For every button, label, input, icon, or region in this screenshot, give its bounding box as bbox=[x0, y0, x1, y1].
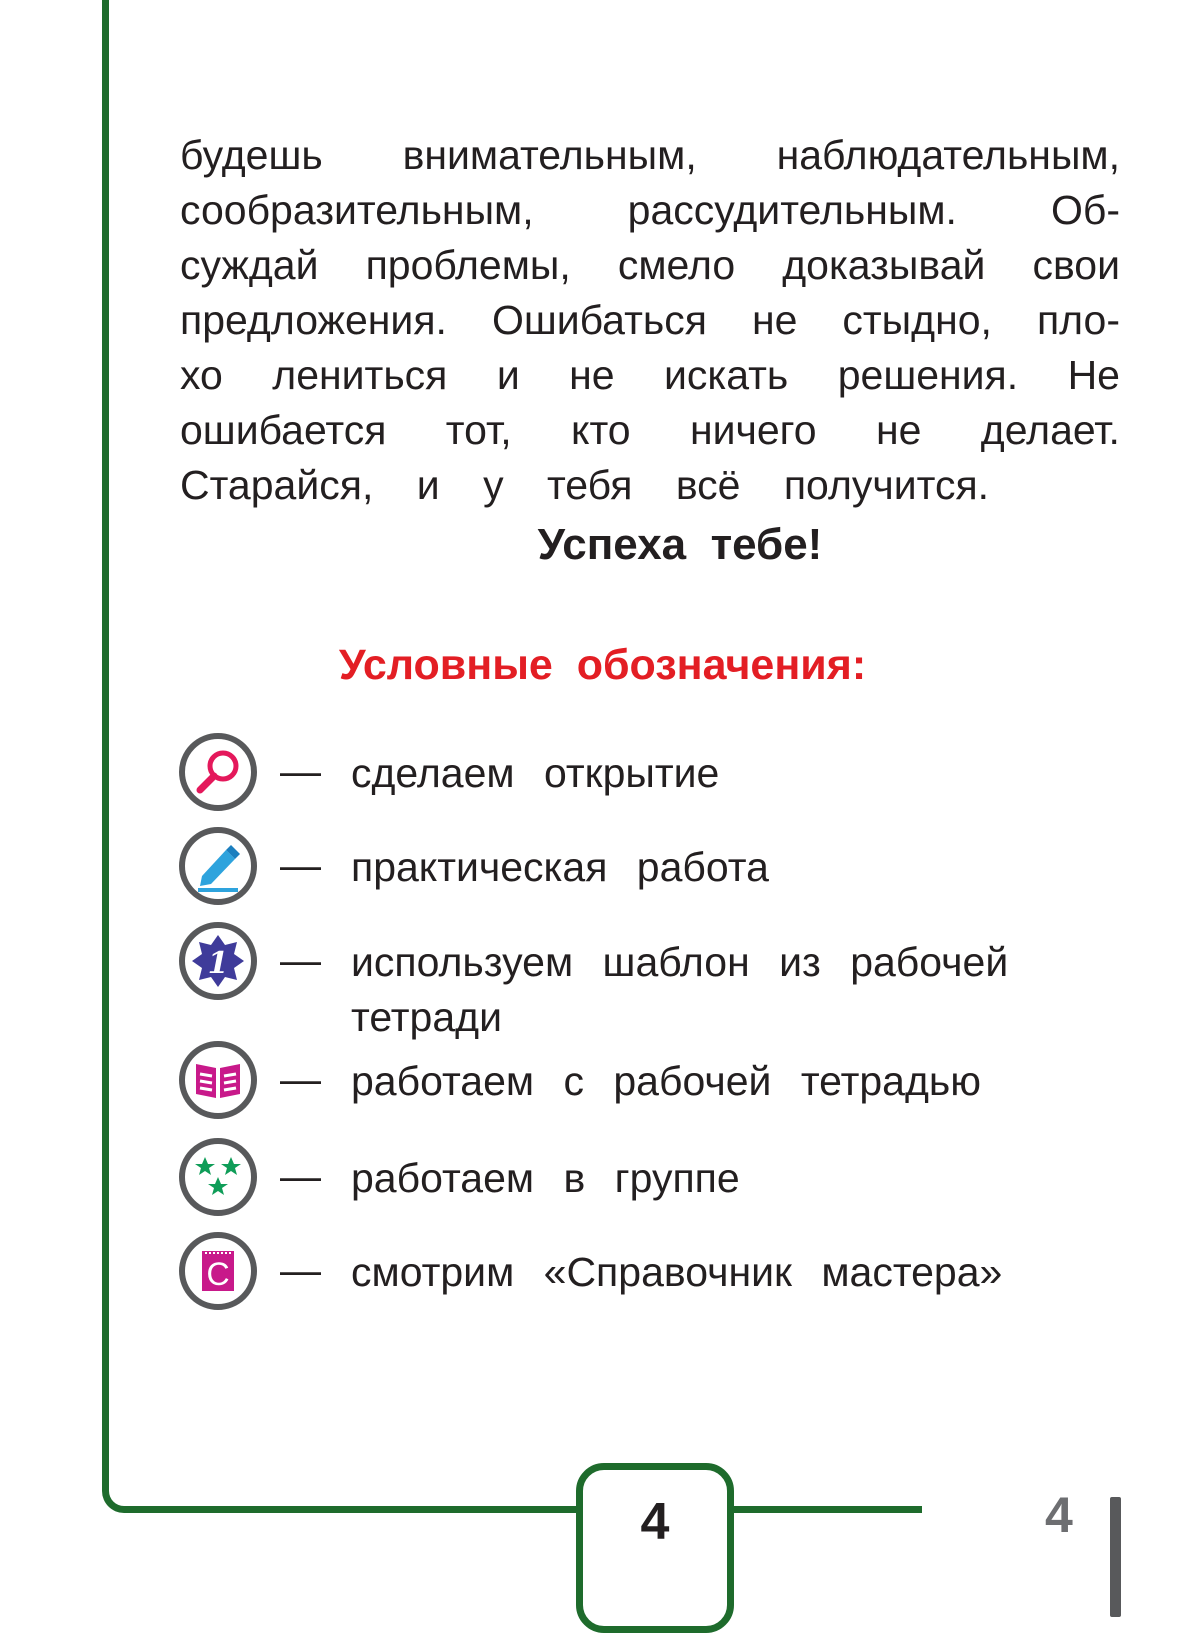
legend-item-label: сделаем открытие bbox=[351, 750, 720, 796]
legend-dash: — bbox=[280, 1153, 321, 1199]
legend-item-label: практическая работа bbox=[351, 844, 769, 890]
workbook-icon bbox=[178, 1040, 258, 1120]
text-line: хо лениться и не искать решения. Не bbox=[180, 352, 1120, 398]
legend-dash: — bbox=[280, 1247, 321, 1293]
pencil-icon bbox=[178, 826, 258, 906]
legend-item-label: работаем с рабочей тетрадью bbox=[351, 1058, 982, 1104]
legend-dash: — bbox=[280, 842, 321, 888]
page-edge-bar bbox=[1110, 1497, 1121, 1617]
success-heading: Успеха тебе! bbox=[537, 520, 823, 569]
legend-dash: — bbox=[280, 937, 321, 983]
legend-dash: — bbox=[280, 748, 321, 794]
text-line: Старайся, и у тебя всё получится. bbox=[180, 462, 990, 508]
group-stars-icon bbox=[178, 1137, 258, 1217]
legend-dash: — bbox=[280, 1056, 321, 1102]
outer-page-number: 4 bbox=[1045, 1487, 1073, 1543]
magnifier-icon bbox=[178, 732, 258, 812]
text-line: ошибается тот, кто ничего не делает. bbox=[180, 407, 1120, 453]
legend-item-label-continuation: тетради bbox=[351, 994, 502, 1040]
svg-text:1: 1 bbox=[207, 946, 229, 981]
template-star-icon bbox=[178, 921, 258, 1001]
legend-item-label: смотрим «Справочник мастера» bbox=[351, 1249, 1003, 1295]
page-number: 4 bbox=[640, 1493, 670, 1551]
body-paragraph bbox=[180, 128, 1120, 513]
reference-book-icon bbox=[178, 1231, 258, 1311]
text-line: сообразительным, рассудительным. Об- bbox=[180, 187, 1120, 233]
text-line: предложения. Ошибаться не стыдно, пло- bbox=[180, 297, 1120, 343]
legend-title: Условные обозначения: bbox=[338, 641, 867, 689]
svg-text:C: C bbox=[206, 1256, 230, 1292]
text-line: суждай проблемы, смело доказывай свои bbox=[180, 242, 1120, 288]
text-line: будешь внимательным, наблюдательным, bbox=[180, 132, 1120, 178]
legend-item-label: используем шаблон из рабочей bbox=[351, 939, 1009, 985]
legend-item-label: работаем в группе bbox=[351, 1155, 740, 1201]
page-number-tab bbox=[576, 1463, 734, 1633]
